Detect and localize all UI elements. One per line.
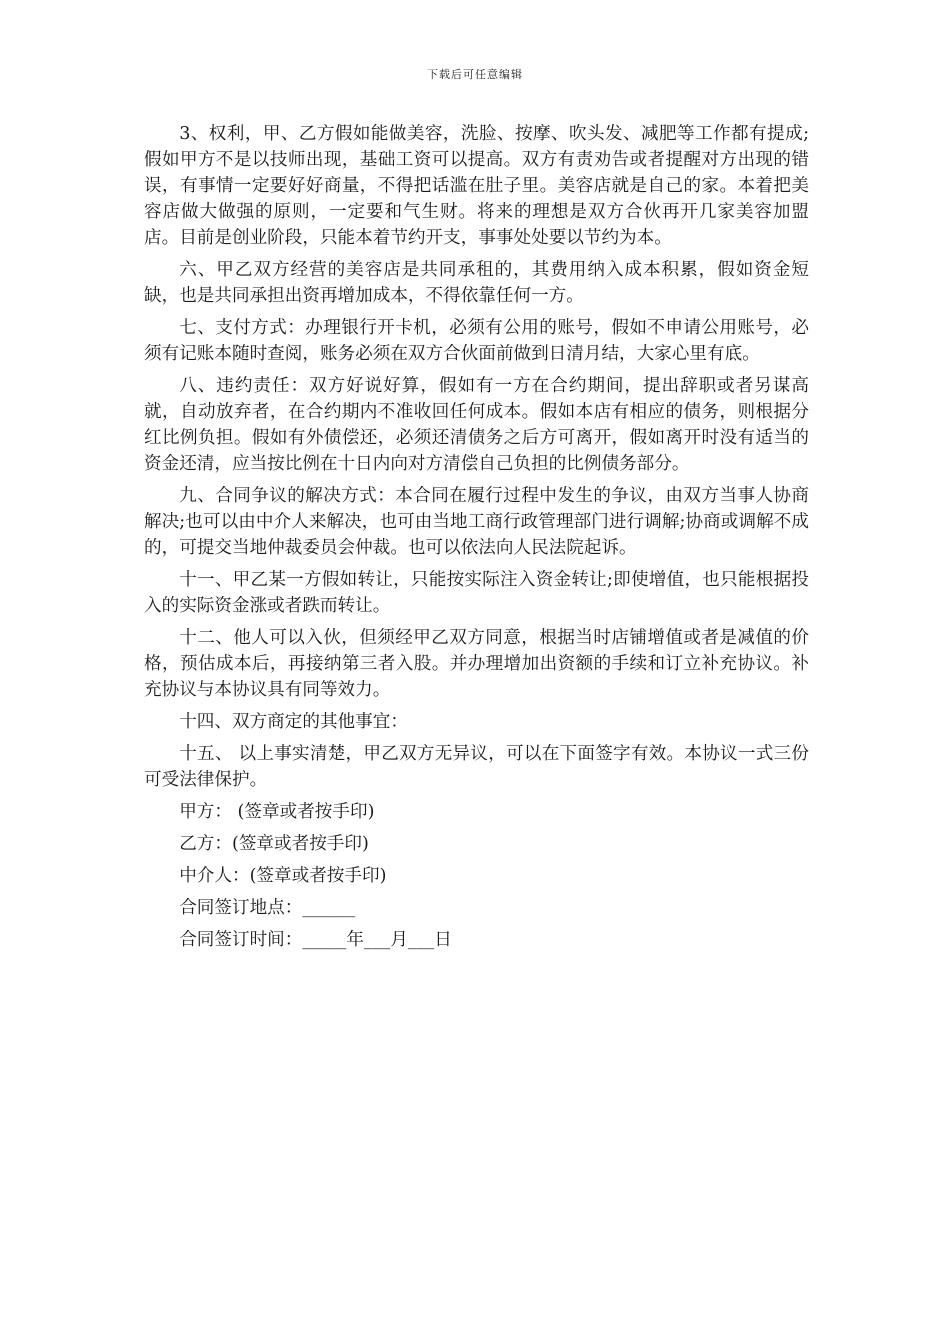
clause-14-other-matters: 十四、双方商定的其他事宜： — [179, 712, 408, 732]
clause-15-validity: 十五、 以上事实清楚，甲乙双方无异议，可以在下面签字有效。本协议一式三份可受法律保护。 — [144, 744, 809, 790]
signature-intermediary: 中介人：(签章或者按手印) — [179, 866, 387, 886]
clause-rights: 3、权利，甲、乙方假如能做美容，洗脸、按摩、吹头发、减肥等工作都有提成;假如甲方不是以技师出现，基础工资可以提高。双方有责劝告或者提醒对方出现的错误，有事情一定要好好商量，不得把话滥在肚子里。美容店就是自己的家。本着把美容店做大做强的原则，一定要和气生财。将来的理想是双方合伙再开几家美容加盟店。目前是创业阶段，只能本着节约开支，事事处处要以节约为本。 — [144, 124, 809, 248]
signature-party-b: 乙方：(签章或者按手印) — [179, 834, 369, 854]
clause-9-disputes: 九、合同争议的解决方式：本合同在履行过程中发生的争议，由双方当事人协商解决;也可以由中介人来解决，也可由当地工商行政管理部门进行调解;协商或调解不成的，可提交当地仲裁委员会仲裁。也可以依法向人民法院起诉。 — [144, 486, 809, 558]
clause-6-shared-costs: 六、甲乙双方经营的美容店是共同承租的，其费用纳入成本积累，假如资金短缺，也是共同承担出资再增加成本，不得依靠任何一方。 — [144, 260, 809, 306]
clause-12-new-partners: 十二、他人可以入伙，但须经甲乙双方同意，根据当时店铺增值或者是减值的价格，预估成本后，再接纳第三者入股。并办理增加出资额的手续和订立补充协议。补充协议与本协议具有同等效力。 — [144, 628, 809, 700]
document-body — [144, 121, 809, 959]
clause-8-breach: 八、违约责任：双方好说好算，假如有一方在合约期间，提出辞职或者另谋高就，自动放弃者，在合约期内不准收回任何成本。假如本店有相应的债务，则根据分红比例负担。假如有外债偿还，必须还清债务之后方可离开，假如离开时没有适当的资金还清，应当按比例在十日内向对方清偿自己负担的比例债务部分。 — [144, 376, 809, 474]
clause-11-transfer: 十一、甲乙某一方假如转让，只能按实际注入资金转让;即使增值，也只能根据投入的实际资金涨或者跌而转让。 — [144, 570, 809, 616]
signing-place: 合同签订地点：______ — [179, 898, 356, 918]
signing-date: 合同签订时间：_____年___月___日 — [179, 930, 452, 950]
page-header-note: 下载后可任意编辑 — [427, 68, 523, 81]
signature-party-a: 甲方： (签章或者按手印) — [179, 802, 375, 822]
clause-7-payment: 七、支付方式：办理银行开卡机，必须有公用的账号，假如不申请公用账号，必须有记账本随时查阅，账务必须在双方合伙面前做到日清月结，大家心里有底。 — [144, 318, 809, 364]
